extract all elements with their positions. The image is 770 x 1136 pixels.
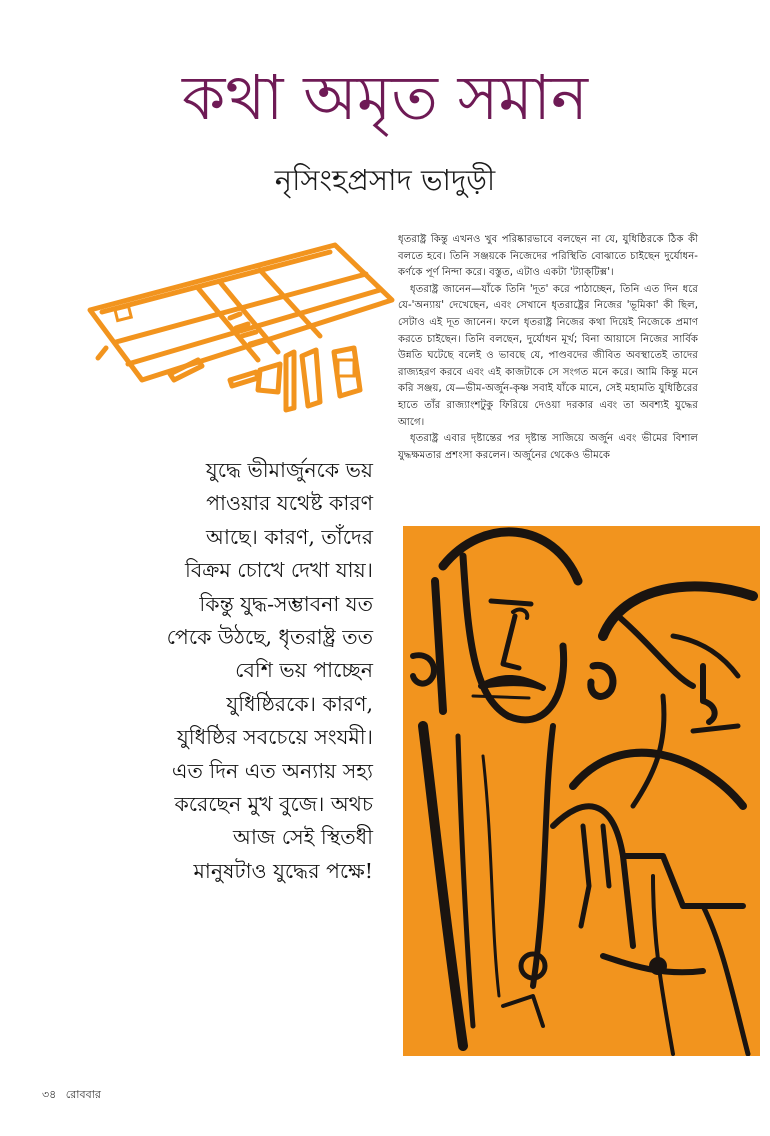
- pull-quote-line: বেশি ভয় পাচ্ছেন: [235, 658, 373, 683]
- pull-quote: [55, 454, 373, 888]
- pull-quote-line: বিক্রম চোখে দেখা যায়।: [184, 558, 373, 583]
- pull-quote-line: আছে। কারণ, তাঁদের: [205, 524, 373, 549]
- body-paragraph-2: ধৃতরাষ্ট্র জানেন—যাঁকে তিনি 'দূত' করে পাঠাচ্ছেন, তিনি এত দিন ধরে যে-'অন্যায়' দেখেছেন, এবং সেখানে ধৃতরাষ্ট্রের নিজের 'ভূমিকা' কী ছিল, সেটাও এই দূত জানেন। ফলে ধৃতরাষ্ট্র নিজের কথা দিয়েই নিজেকে প্রমাণ করতে চাইছেন। তিনি বলছেন, দুর্যোধন মূর্খ; বিনা আয়াসে নিজের সার্বিক উন্নতি ঘটেছে বলেই ও ভাবছে যে, পাণ্ডবদের জীবিত অবস্থাতেই তাদের রাজ্যহরণ করবে এবং এই কাজটাকে সে সংগত মনে করে। আমি কিন্তু মনে করি সঞ্জয়, যে—ভীম-অর্জুন-কৃষ্ণ সবাই যাঁকে মানে, সেই মহামতি যুধিষ্ঠিরের হাতে তাঁর রাজ্যাংশটুকু ফিরিয়ে দেওয়া দরকার এবং তা অবশ্যই যুদ্ধের আগে।: [398, 283, 698, 428]
- page-folio: [42, 1086, 107, 1105]
- body-paragraph-3: ধৃতরাষ্ট্র এবার দৃষ্টান্তের পর দৃষ্টান্ত সাজিয়ে অর্জুন এবং ভীমের বিশাল যুদ্ধক্ষমতার প্রশংসা করলেন। অর্জুনের থেকেও ভীমকে: [398, 433, 698, 461]
- pull-quote-line: কিন্তু যুদ্ধ-সম্ভাবনা যত: [199, 591, 373, 616]
- two-figures-illustration: [403, 526, 760, 1056]
- pull-quote-line: এত দিন এত অন্যায় সহ্য: [171, 758, 373, 783]
- pull-quote-line: যুধিষ্ঠিরকে। কারণ,: [226, 691, 373, 716]
- game-board-sketch: [80, 240, 405, 430]
- pull-quote-line: পেকে উঠছে, ধৃতরাষ্ট্র তত: [166, 625, 373, 650]
- article-title: কথা অমৃত সমান: [182, 61, 588, 134]
- pull-quote-line: মানুষটাও যুদ্ধের পক্ষে!: [193, 858, 373, 883]
- pull-quote-line: যুধিষ্ঠির সবচেয়ে সংযমী।: [176, 725, 373, 750]
- author-name: নৃসিংহপ্রসাদ ভাদুড়ী: [274, 163, 496, 197]
- magazine-name: রোববার: [65, 1088, 101, 1101]
- article-body: [398, 232, 698, 464]
- body-paragraph-1: ধৃতরাষ্ট্র কিন্তু এখনও খুব পরিষ্কারভাবে বলছেন না যে, যুধিষ্ঠিরকে ঠিক কী বলতে হবে। তিনি সঞ্জয়কে নিজেদের পরিস্থিতি বোঝাতে চাইছেন দুর্যোধন-কর্ণকে পূর্ণ নিন্দা করে। বস্তুত, এটাও একটা 'ট্যাক্‌টিক্স'।: [398, 234, 698, 279]
- pull-quote-line: যুদ্ধে ভীমার্জুনকে ভয়: [205, 458, 373, 482]
- pull-quote-line: করেছেন মুখ বুজে। অথচ: [174, 792, 373, 817]
- pull-quote-line: পাওয়ার যথেষ্ট কারণ: [206, 491, 373, 516]
- page-number: ৩৪: [42, 1088, 57, 1101]
- pull-quote-line: আজ সেই স্থিতধী: [233, 825, 373, 850]
